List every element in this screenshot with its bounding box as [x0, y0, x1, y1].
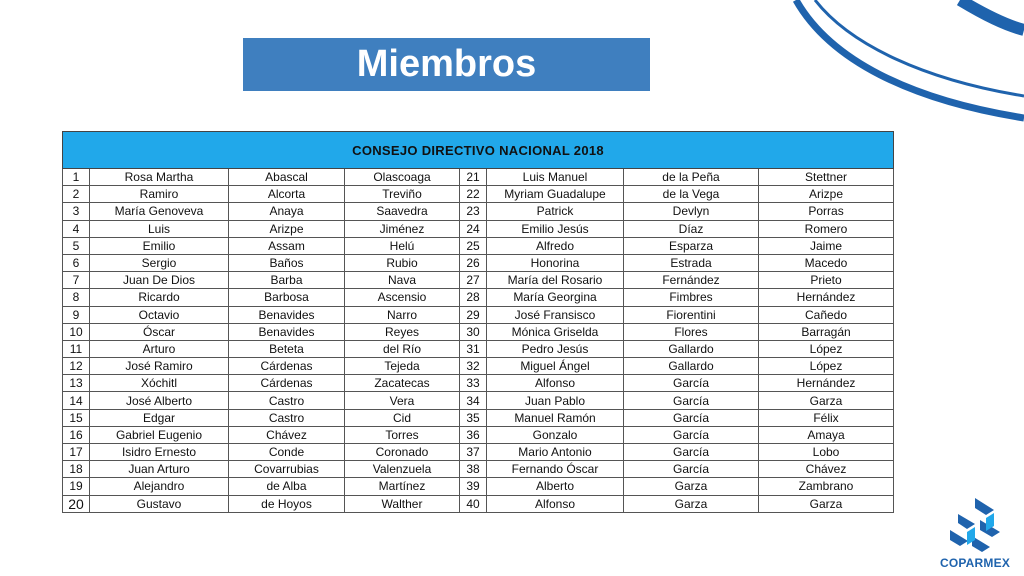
number-cell: 32: [460, 358, 487, 375]
last-name-cell: Díaz: [624, 220, 759, 237]
last-name-cell: Benavides: [229, 323, 345, 340]
number-cell: 6: [63, 254, 90, 271]
first-name-cell: Juan De Dios: [90, 272, 229, 289]
number-cell: 7: [63, 272, 90, 289]
number-cell: 3: [63, 203, 90, 220]
table-row: [63, 340, 894, 357]
last-name-cell: García: [624, 392, 759, 409]
number-cell: 1: [63, 169, 90, 186]
last-name-cell: Baños: [229, 254, 345, 271]
second-last-name-cell: Nava: [345, 272, 460, 289]
second-last-name-cell: Jaime: [759, 237, 894, 254]
second-last-name-cell: Olascoaga: [345, 169, 460, 186]
first-name-cell: Mario Antonio: [487, 444, 624, 461]
second-last-name-cell: Zacatecas: [345, 375, 460, 392]
number-cell: 5: [63, 237, 90, 254]
number-cell: 28: [460, 289, 487, 306]
table-row: [63, 409, 894, 426]
first-name-cell: Ramiro: [90, 186, 229, 203]
table-row: [63, 358, 894, 375]
last-name-cell: Barba: [229, 272, 345, 289]
number-cell: 29: [460, 306, 487, 323]
last-name-cell: Anaya: [229, 203, 345, 220]
second-last-name-cell: Lobo: [759, 444, 894, 461]
table-row: [63, 169, 894, 186]
last-name-cell: de la Vega: [624, 186, 759, 203]
last-name-cell: Cárdenas: [229, 375, 345, 392]
number-cell: 16: [63, 426, 90, 443]
number-cell: 26: [460, 254, 487, 271]
table-row: [63, 186, 894, 203]
number-cell: 39: [460, 478, 487, 495]
second-last-name-cell: Tejeda: [345, 358, 460, 375]
first-name-cell: Alfonso: [487, 495, 624, 512]
last-name-cell: Castro: [229, 409, 345, 426]
first-name-cell: José Alberto: [90, 392, 229, 409]
first-name-cell: Emilio: [90, 237, 229, 254]
second-last-name-cell: Valenzuela: [345, 461, 460, 478]
second-last-name-cell: Prieto: [759, 272, 894, 289]
first-name-cell: Luis Manuel: [487, 169, 624, 186]
second-last-name-cell: Arizpe: [759, 186, 894, 203]
second-last-name-cell: Romero: [759, 220, 894, 237]
table-caption: CONSEJO DIRECTIVO NACIONAL 2018: [63, 132, 894, 169]
number-cell: 8: [63, 289, 90, 306]
first-name-cell: Isidro Ernesto: [90, 444, 229, 461]
second-last-name-cell: Stettner: [759, 169, 894, 186]
second-last-name-cell: Reyes: [345, 323, 460, 340]
last-name-cell: Cárdenas: [229, 358, 345, 375]
second-last-name-cell: Amaya: [759, 426, 894, 443]
last-name-cell: Abascal: [229, 169, 345, 186]
second-last-name-cell: Zambrano: [759, 478, 894, 495]
number-cell: 11: [63, 340, 90, 357]
number-cell: 25: [460, 237, 487, 254]
last-name-cell: Assam: [229, 237, 345, 254]
first-name-cell: Miguel Ángel: [487, 358, 624, 375]
last-name-cell: García: [624, 409, 759, 426]
number-cell: 10: [63, 323, 90, 340]
first-name-cell: Juan Arturo: [90, 461, 229, 478]
table-row: [63, 203, 894, 220]
last-name-cell: Covarrubias: [229, 461, 345, 478]
first-name-cell: Edgar: [90, 409, 229, 426]
number-cell: 24: [460, 220, 487, 237]
last-name-cell: Esparza: [624, 237, 759, 254]
first-name-cell: José Ramiro: [90, 358, 229, 375]
last-name-cell: Garza: [624, 478, 759, 495]
last-name-cell: Estrada: [624, 254, 759, 271]
first-name-cell: Juan Pablo: [487, 392, 624, 409]
second-last-name-cell: Porras: [759, 203, 894, 220]
first-name-cell: Arturo: [90, 340, 229, 357]
table-row: [63, 237, 894, 254]
last-name-cell: García: [624, 444, 759, 461]
number-cell: 21: [460, 169, 487, 186]
first-name-cell: Patrick: [487, 203, 624, 220]
second-last-name-cell: Jiménez: [345, 220, 460, 237]
number-cell: 27: [460, 272, 487, 289]
table-row: [63, 426, 894, 443]
second-last-name-cell: Vera: [345, 392, 460, 409]
second-last-name-cell: Coronado: [345, 444, 460, 461]
last-name-cell: Flores: [624, 323, 759, 340]
first-name-cell: Xóchitl: [90, 375, 229, 392]
number-cell: 33: [460, 375, 487, 392]
number-cell: 17: [63, 444, 90, 461]
second-last-name-cell: Chávez: [759, 461, 894, 478]
logo-text: COPARMEX: [939, 556, 1011, 570]
second-last-name-cell: Cid: [345, 409, 460, 426]
last-name-cell: Conde: [229, 444, 345, 461]
table-row: [63, 306, 894, 323]
number-cell: 14: [63, 392, 90, 409]
table-row: [63, 392, 894, 409]
table-row: [63, 375, 894, 392]
number-cell: 36: [460, 426, 487, 443]
second-last-name-cell: Narro: [345, 306, 460, 323]
first-name-cell: Gustavo: [90, 495, 229, 512]
second-last-name-cell: Cañedo: [759, 306, 894, 323]
last-name-cell: Beteta: [229, 340, 345, 357]
second-last-name-cell: Macedo: [759, 254, 894, 271]
first-name-cell: Gonzalo: [487, 426, 624, 443]
second-last-name-cell: Treviño: [345, 186, 460, 203]
second-last-name-cell: Martínez: [345, 478, 460, 495]
first-name-cell: Alejandro: [90, 478, 229, 495]
second-last-name-cell: Helú: [345, 237, 460, 254]
second-last-name-cell: Walther: [345, 495, 460, 512]
table-row: [63, 323, 894, 340]
number-cell: 15: [63, 409, 90, 426]
table-row: [63, 444, 894, 461]
second-last-name-cell: López: [759, 358, 894, 375]
number-cell: 13: [63, 375, 90, 392]
first-name-cell: Luis: [90, 220, 229, 237]
first-name-cell: Gabriel Eugenio: [90, 426, 229, 443]
last-name-cell: Gallardo: [624, 358, 759, 375]
second-last-name-cell: Ascensio: [345, 289, 460, 306]
number-cell: 4: [63, 220, 90, 237]
first-name-cell: Sergio: [90, 254, 229, 271]
last-name-cell: Castro: [229, 392, 345, 409]
number-cell: 40: [460, 495, 487, 512]
first-name-cell: Mónica Griselda: [487, 323, 624, 340]
last-name-cell: Gallardo: [624, 340, 759, 357]
number-cell: 19: [63, 478, 90, 495]
last-name-cell: Chávez: [229, 426, 345, 443]
first-name-cell: Ricardo: [90, 289, 229, 306]
coparmex-logo: [930, 496, 1020, 572]
second-last-name-cell: Saavedra: [345, 203, 460, 220]
last-name-cell: García: [624, 426, 759, 443]
first-name-cell: Octavio: [90, 306, 229, 323]
second-last-name-cell: López: [759, 340, 894, 357]
first-name-cell: Rosa Martha: [90, 169, 229, 186]
last-name-cell: de la Peña: [624, 169, 759, 186]
last-name-cell: Fiorentini: [624, 306, 759, 323]
number-cell: 18: [63, 461, 90, 478]
table-row: [63, 461, 894, 478]
last-name-cell: Fimbres: [624, 289, 759, 306]
last-name-cell: Fernández: [624, 272, 759, 289]
number-cell: 38: [460, 461, 487, 478]
last-name-cell: Alcorta: [229, 186, 345, 203]
first-name-cell: Alfonso: [487, 375, 624, 392]
first-name-cell: Honorina: [487, 254, 624, 271]
table-row: [63, 254, 894, 271]
second-last-name-cell: Garza: [759, 392, 894, 409]
second-last-name-cell: Hernández: [759, 375, 894, 392]
number-cell: 9: [63, 306, 90, 323]
number-cell: 35: [460, 409, 487, 426]
last-name-cell: García: [624, 461, 759, 478]
table-row: [63, 478, 894, 495]
second-last-name-cell: Torres: [345, 426, 460, 443]
last-name-cell: Devlyn: [624, 203, 759, 220]
members-table: [62, 131, 893, 513]
number-cell: 31: [460, 340, 487, 357]
last-name-cell: García: [624, 375, 759, 392]
second-last-name-cell: Rubio: [345, 254, 460, 271]
table-row: [63, 220, 894, 237]
table-row: [63, 289, 894, 306]
number-cell: 23: [460, 203, 487, 220]
first-name-cell: María Georgina: [487, 289, 624, 306]
members-grid: [62, 131, 894, 513]
second-last-name-cell: del Río: [345, 340, 460, 357]
number-cell: 12: [63, 358, 90, 375]
number-cell: 2: [63, 186, 90, 203]
first-name-cell: María del Rosario: [487, 272, 624, 289]
first-name-cell: María Genoveva: [90, 203, 229, 220]
last-name-cell: de Alba: [229, 478, 345, 495]
first-name-cell: Pedro Jesús: [487, 340, 624, 357]
number-cell: 22: [460, 186, 487, 203]
last-name-cell: Benavides: [229, 306, 345, 323]
table-row: [63, 272, 894, 289]
first-name-cell: Emilio Jesús: [487, 220, 624, 237]
last-name-cell: Arizpe: [229, 220, 345, 237]
page-title: Miembros: [243, 38, 650, 91]
number-cell: 30: [460, 323, 487, 340]
last-name-cell: de Hoyos: [229, 495, 345, 512]
first-name-cell: Manuel Ramón: [487, 409, 624, 426]
second-last-name-cell: Barragán: [759, 323, 894, 340]
first-name-cell: Alfredo: [487, 237, 624, 254]
second-last-name-cell: Garza: [759, 495, 894, 512]
first-name-cell: Myriam Guadalupe: [487, 186, 624, 203]
coparmex-logo-icon: [946, 496, 1004, 554]
number-cell: 34: [460, 392, 487, 409]
first-name-cell: Óscar: [90, 323, 229, 340]
table-row: [63, 495, 894, 512]
first-name-cell: José Fransisco: [487, 306, 624, 323]
second-last-name-cell: Hernández: [759, 289, 894, 306]
first-name-cell: Alberto: [487, 478, 624, 495]
number-cell: 20: [63, 495, 90, 512]
last-name-cell: Barbosa: [229, 289, 345, 306]
last-name-cell: Garza: [624, 495, 759, 512]
first-name-cell: Fernando Óscar: [487, 461, 624, 478]
number-cell: 37: [460, 444, 487, 461]
second-last-name-cell: Félix: [759, 409, 894, 426]
